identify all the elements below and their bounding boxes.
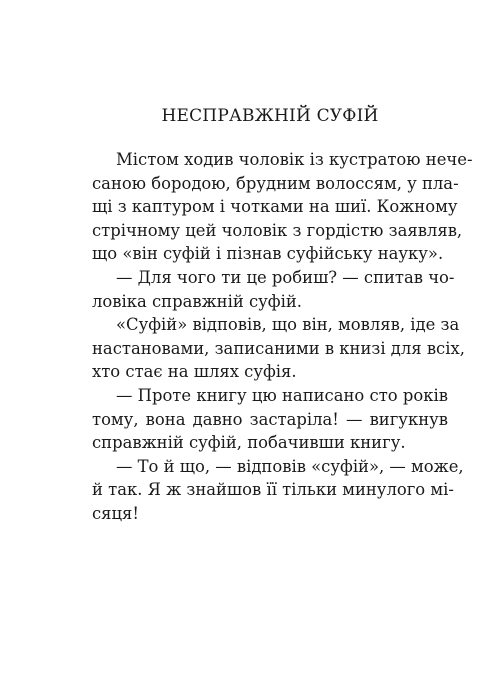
- text-line: Містом ходив чоловік із кустратою нече-: [116, 150, 473, 169]
- text-line: саною бородою, брудним волоссям, у пла-: [92, 173, 459, 193]
- story-title: НЕСПРАВЖНІЙ СУФІЙ: [161, 106, 379, 126]
- text-line: «Суфій» відповів, що він, мовляв, іде за: [116, 315, 460, 335]
- text-line: тому, вона давно застаріла! — вигукнув: [92, 409, 448, 429]
- text-line: справжній суфій, побачивши книгу.: [92, 433, 406, 453]
- book-page: [92, 0, 473, 680]
- text-line: сяця!: [92, 503, 139, 523]
- text-line: хто стає на шлях суфія.: [92, 362, 297, 382]
- text-line: — Проте книгу цю написано сто років: [116, 385, 448, 405]
- text-line: що «він суфій і пізнав суфійську науку».: [92, 244, 444, 264]
- story-body: [92, 148, 473, 526]
- text-line: щі з каптуром і чотками на шиї. Кожному: [92, 197, 458, 217]
- text-line: ловіка справжній суфій.: [92, 291, 302, 311]
- text-line: настановами, записаними в книзі для всіх,: [92, 338, 465, 358]
- text-line: — То й що, — відповів «суфій», — може,: [116, 456, 464, 476]
- text-line: й так. Я ж знайшов її тільки минулого мі-: [92, 480, 454, 500]
- text-line: стрічному цей чоловік з гордістю заявляв,: [92, 220, 463, 240]
- text-line: — Для чого ти це робиш? — спитав чо-: [116, 267, 455, 287]
